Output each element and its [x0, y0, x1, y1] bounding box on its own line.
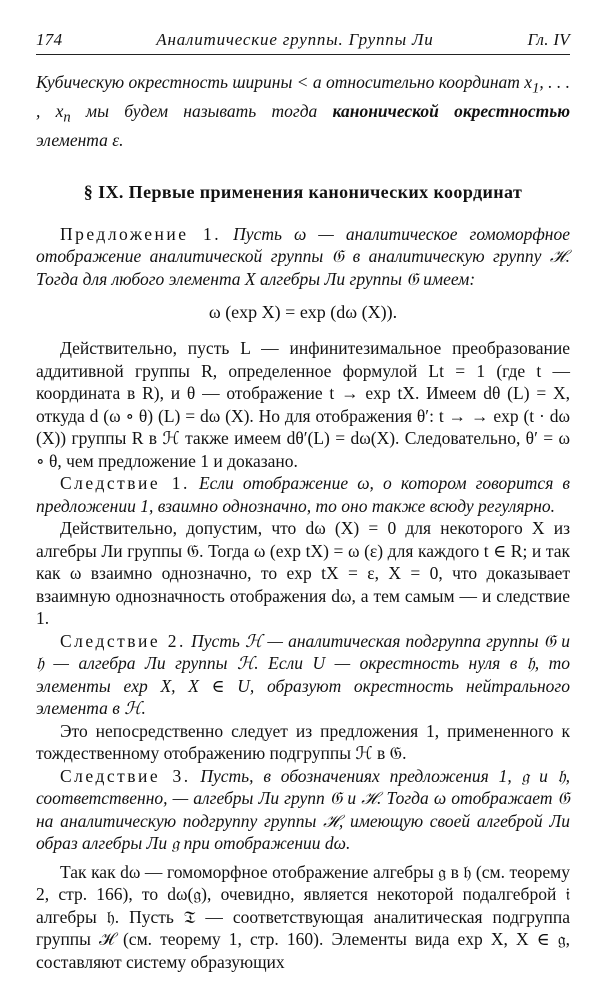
- proof-2: Действительно, допустим, что dω (X) = 0 для некоторого X из алгебры Ли группы 𝔊. Тогда ω (exp tX) = ω (ε) для каждого t ∈ R; и так как ω взаимно однозначно, то exp tX = ε, X = 0, что доказывает взаимную однозначность отображения dω, а тем самым — и следствие 1.: [36, 518, 570, 628]
- intro-paragraph: [36, 71, 570, 152]
- corollary-3-text: Пусть, в обозначениях предложения 1, 𝔤 и 𝔥, соответственно, — алгебры Ли групп 𝔊 и ℋ. Тогда ω отображает 𝔊 на аналитическую подгруппу группы ℋ, имеющую своей алгеброй Ли образ алгебры Ли 𝔤 при отображении dω.: [36, 765, 570, 853]
- corollary-2-label: Следствие 2.: [60, 630, 186, 651]
- corollary-1-label: Следствие 1.: [60, 473, 190, 493]
- proposition-1-formula: ω (exp X) = exp (dω (X)).: [208, 302, 398, 322]
- intro-text-d: элемента ε.: [36, 130, 124, 150]
- book-page: [36, 30, 570, 973]
- section-heading: § IX. Первые применения канонических координат: [83, 181, 523, 202]
- corollary-2-text: Пусть ℋ — аналитическая подгруппа группы 𝔊 и 𝔥 — алгебра Ли группы ℋ. Если U — окрестность нуля в 𝔥, то элементы exp X, X ∈ U, образуют окрестность нейтрального элемента в ℋ.: [36, 630, 571, 718]
- corollary-1-text: Если отображение ω, о котором говорится в предложении 1, взаимно однозначно, то оно также всюду регулярно.: [36, 473, 571, 516]
- proposition-1-text: Пусть ω — аналитическое гомоморфное отображение аналитической группы 𝔊 в аналитическую группу ℋ. Тогда для любого элемента X алгебры Ли группы 𝔊 имеем:: [36, 223, 570, 289]
- running-title: Аналитические группы. Группы Ли: [156, 30, 434, 49]
- proposition-1: [36, 223, 570, 291]
- page-number: 174: [36, 30, 63, 49]
- proof-4: Так как dω — гомоморфное отображение алгебры 𝔤 в 𝔥 (см. теорему 2, стр. 166), то dω(𝔤), очевидно, является некоторой подалгеброй 𝔦 алгебры 𝔥. Пусть 𝔗 — соответствующая аналитическая подгруппа группы ℋ (см. теорему 1, стр. 160). Элементы вида exp X, X ∈ 𝔤, составляют систему образующих: [36, 861, 570, 972]
- corollary-1: [36, 472, 570, 517]
- running-header: [36, 30, 570, 55]
- intro-term: канонической окрестностью: [332, 101, 570, 121]
- intro-text-b: , . . . , x: [36, 72, 570, 121]
- intro-sub-1: 1: [532, 80, 540, 97]
- intro-text-a: Кубическую окрестность ширины < a относительно координат x: [36, 72, 533, 92]
- intro-sub-n: n: [63, 109, 71, 126]
- chapter-label: Гл. IV: [527, 30, 570, 49]
- proof-3: Это непосредственно следует из предложения 1, примененного к тождественному отображению подгруппы ℋ в 𝔊.: [36, 720, 570, 763]
- proposition-1-label: Предложение 1.: [60, 223, 222, 244]
- intro-text-c: мы будем называть тогда: [70, 101, 333, 121]
- corollary-2: [36, 630, 570, 720]
- corollary-3-label: Следствие 3.: [60, 765, 191, 786]
- corollary-3: [36, 765, 570, 855]
- proof-1: Действительно, пусть L — инфинитезимальное преобразование аддитивной группы R, определенное формулой Lt = 1 (где t — координата в R), и θ — отображение t → exp tX. Имеем dθ (L) = X, откуда d (ω ∘ θ) (L) = dω (X). Но для отображения θ′: t → → exp (t · dω (X)) группы R в ℋ также имеем dθ′(L) = dω(X). Следовательно, θ′ = ω ∘ θ, чем предложение 1 и доказано.: [36, 338, 570, 471]
